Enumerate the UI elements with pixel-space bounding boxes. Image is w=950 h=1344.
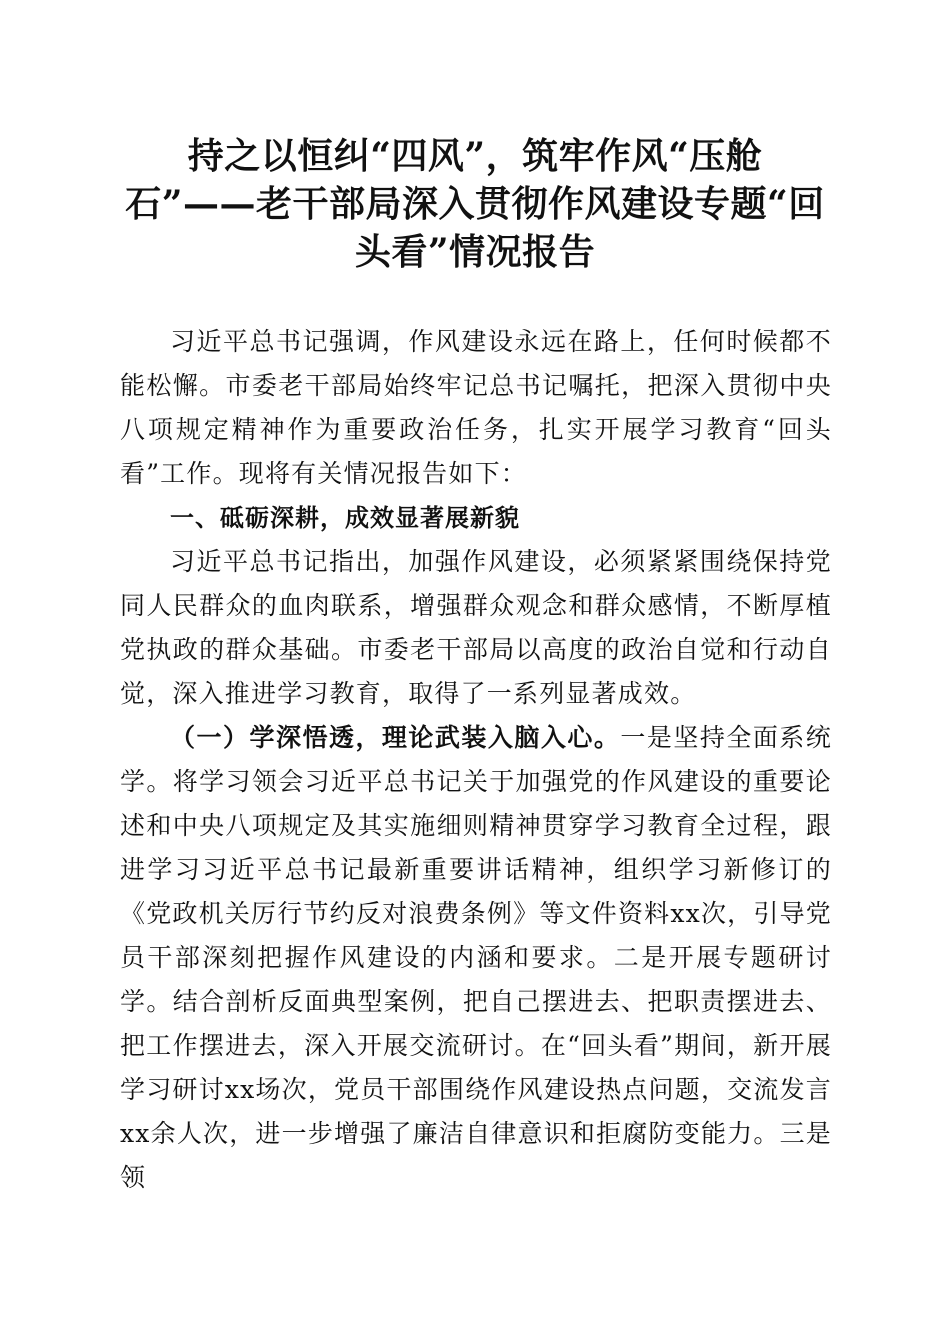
title-line-2: 石”——老干部局深入贯彻作风建设专题“回	[125, 183, 825, 225]
section-1-paragraph: 习近平总书记指出，加强作风建设，必须紧紧围绕保持党同人民群众的血肉联系，增强群众观念和群众感情，不断厚植党执政的群众基础。市委老干部局以高度的政治自觉和行动自觉，深入推进学习教育，取得了一系列显著成效。	[120, 547, 832, 708]
title-line-1: 持之以恒纠“四风”，筑牢作风“压舱	[187, 135, 763, 177]
subsection-heading-1: （一）学深悟透，理论武装入脑入心。	[170, 723, 621, 752]
section-heading-1: 一、砥砺深耕，成效显著展新貌	[170, 504, 520, 532]
title-line-3: 头看”情况报告	[354, 231, 596, 273]
document-title	[120, 132, 830, 276]
subsection-1-text: 一是坚持全面系统学。将学习领会习近平总书记关于加强党的作风建设的重要论述和中央八项规定及其实施细则精神贯穿学习教育全过程，跟进学习习近平总书记最新重要讲话精神，组织学习新修订的《党政机关厉行节约反对浪费条例》等文件资料xx次，引导党员干部深刻把握作风建设的内涵和要求。二是开展专题研讨学。结合剖析反面典型案例，把自己摆进去、把职责摆进去、把工作摆进去，深入开展交流研讨。在“回头看”期间，新开展学习研讨xx场次，党员干部围绕作风建设热点问题，交流发言xx余人次，进一步增强了廉洁自律意识和拒腐防变能力。三是领	[120, 723, 832, 1192]
document-body	[120, 320, 832, 1200]
intro-paragraph: 习近平总书记强调，作风建设永远在路上，任何时候都不能松懈。市委老干部局始终牢记总书记嘱托，把深入贯彻中央八项规定精神作为重要政治任务，扎实开展学习教育“回头看”工作。现将有关情况报告如下：	[120, 327, 832, 488]
subsection-1-paragraph	[120, 716, 832, 1200]
